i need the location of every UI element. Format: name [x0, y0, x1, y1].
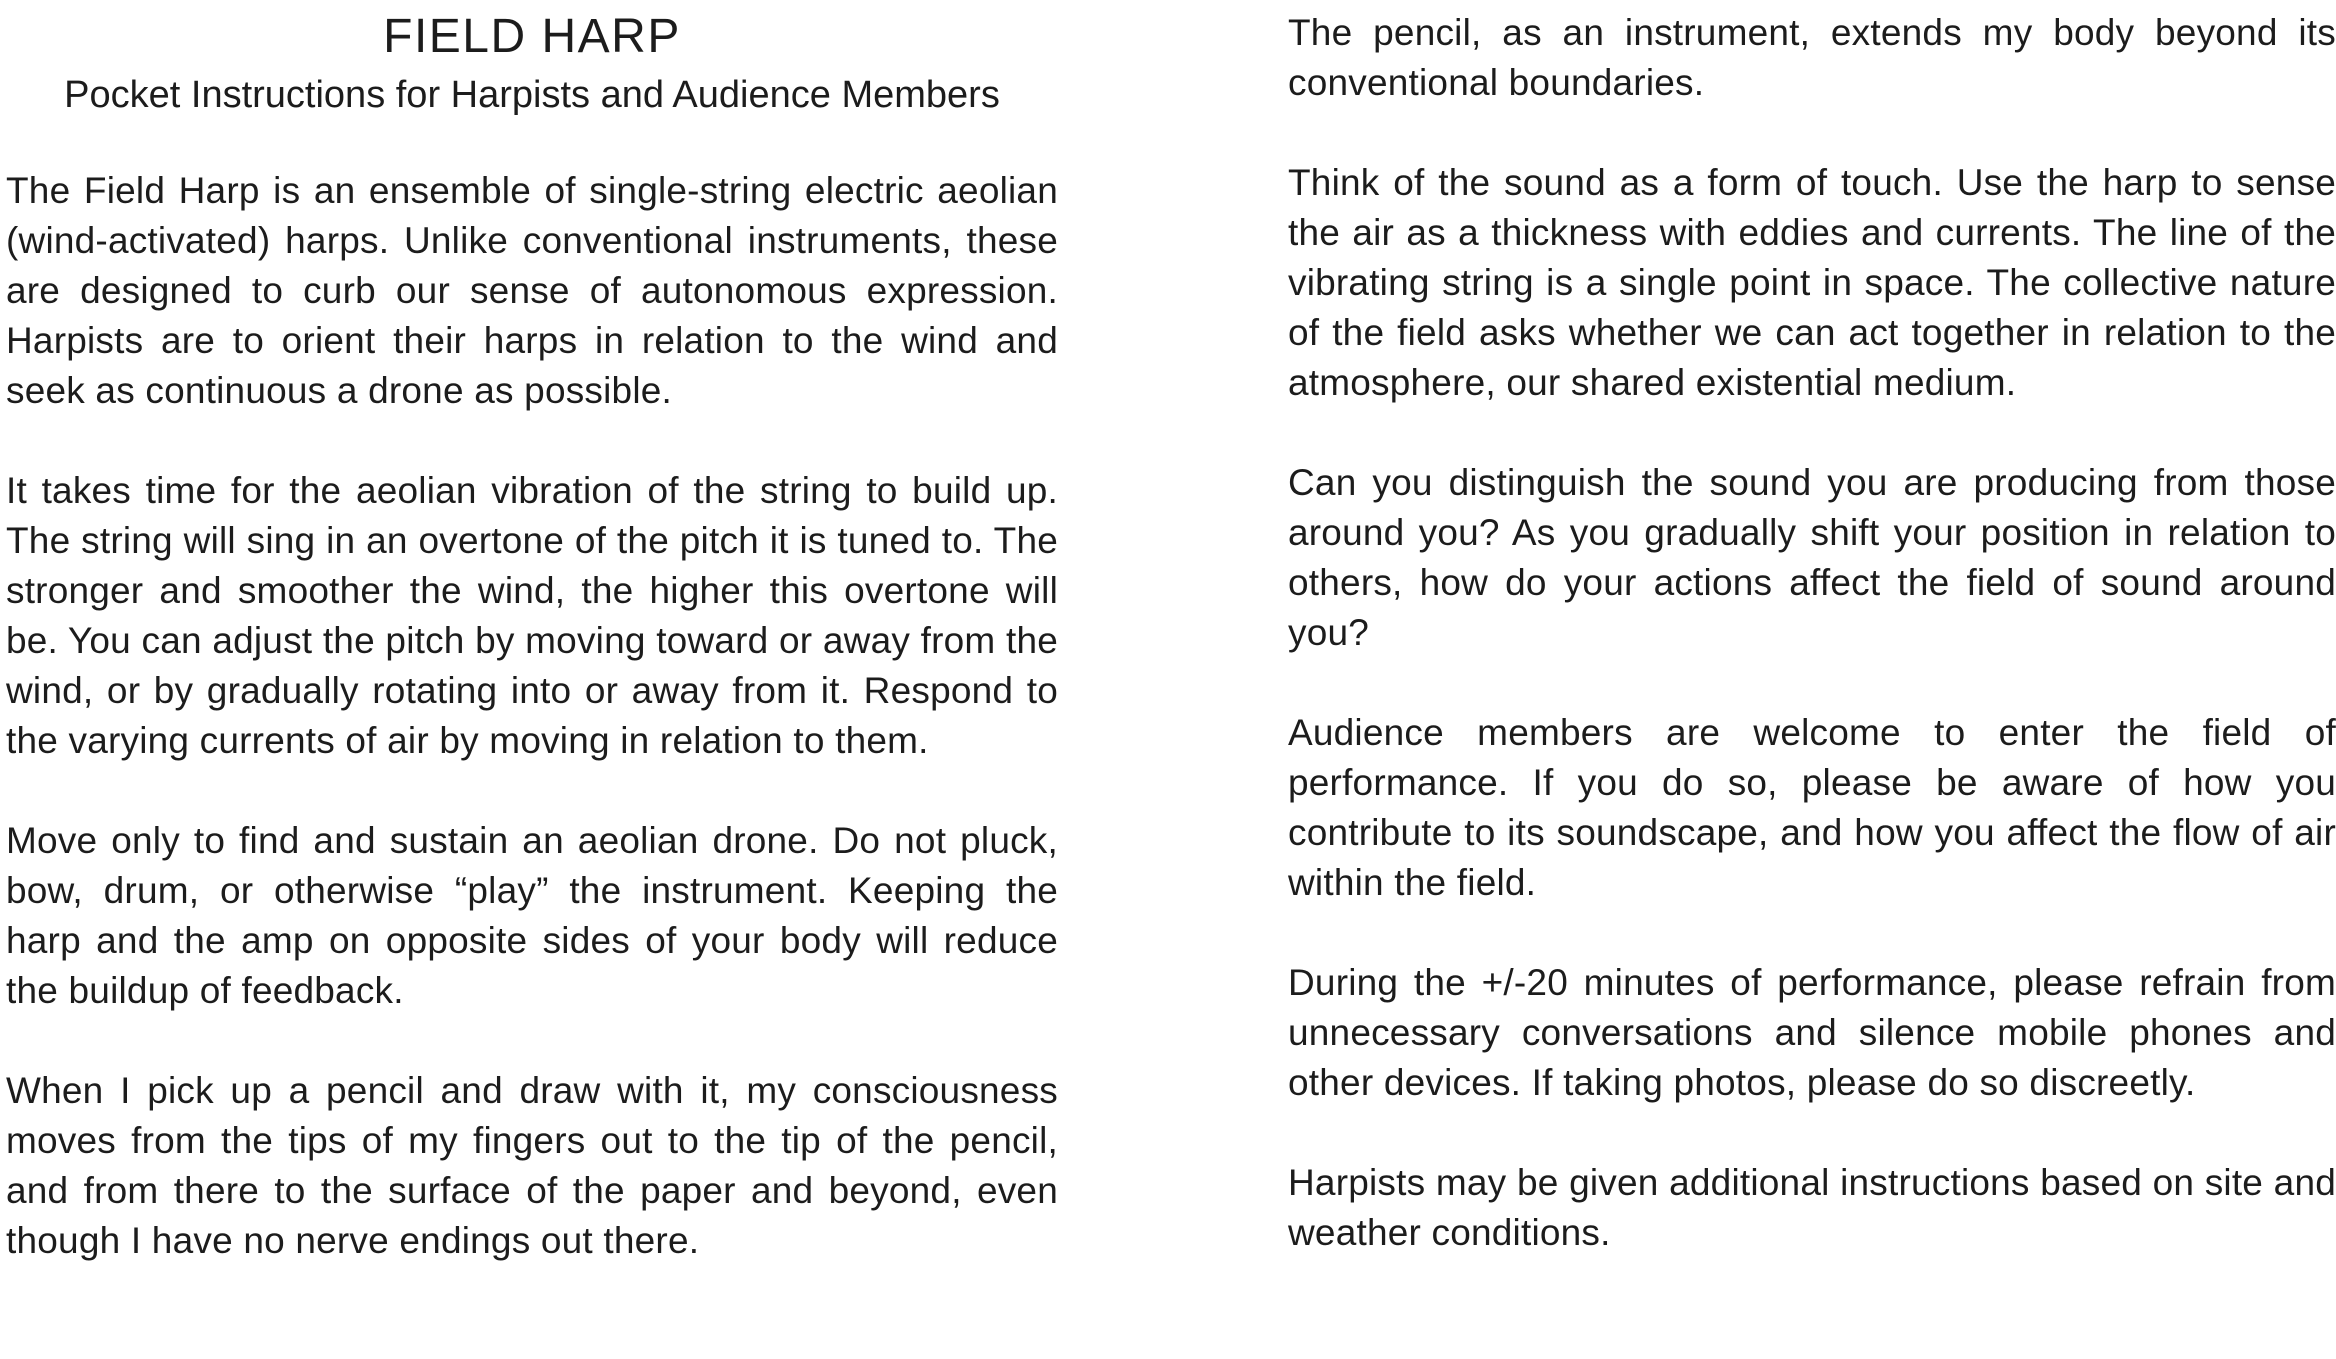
paragraph-additional-instructions: Harpists may be given additional instructions based on site and weather conditions.	[1288, 1162, 2336, 1253]
paragraph-movement-rules: Move only to find and sustain an aeolian drone. Do not pluck, bow, drum, or otherwise “play” the instrument. Keeping the harp and the amp on opposite sides of your body will reduce the buildup of feedback.	[6, 820, 1058, 1011]
paragraph-performance-etiquette: During the +/-20 minutes of performance, please refrain from unnecessary conversations and silence mobile phones and other devices. If taking photos, please do so discreetly.	[1288, 962, 2336, 1103]
document-title: FIELD HARP	[383, 10, 681, 63]
paragraph-pencil-extension: The pencil, as an instrument, extends my body beyond its conventional boundaries.	[1288, 12, 2336, 103]
paragraph-distinguish-sound: Can you distinguish the sound you are producing from those around you? As you gradually shift your position in relation to others, how do your actions affect the field of sound around you?	[1288, 462, 2336, 653]
left-column	[6, 8, 1058, 1359]
paragraph-pencil-consciousness: When I pick up a pencil and draw with it, my consciousness moves from the tips of my fingers out to the tip of the pencil, and from there to the surface of the paper and beyond, even though I have no nerve endings out there.	[6, 1070, 1058, 1261]
paragraph-audience-members: Audience members are welcome to enter the field of performance. If you do so, please be aware of how you contribute to its soundscape, and how you affect the flow of air within the field.	[1288, 712, 2336, 903]
right-column	[1288, 8, 2336, 1359]
paragraph-sound-as-touch: Think of the sound as a form of touch. Use the harp to sense the air as a thickness with eddies and currents. The line of the vibrating string is a single point in space. The collective nature of the field asks whether we can act together in relation to the atmosphere, our shared existential medium.	[1288, 162, 2336, 403]
document-subtitle: Pocket Instructions for Harpists and Audience Members	[64, 74, 1000, 116]
paragraph-intro: The Field Harp is an ensemble of single-string electric aeolian (wind-activated) harps. Unlike conventional instruments, these are designed to curb our sense of autonomous expression. Harpists are to orient their harps in relation to the wind and seek as continuous a drone as possible.	[6, 170, 1058, 411]
paragraph-aeolian-vibration: It takes time for the aeolian vibration of the string to build up. The string will sing in an overtone of the pitch it is tuned to. The stronger and smoother the wind, the higher this overtone will be. You can adjust the pitch by moving toward or away from the wind, or by gradually rotating into or away from it. Respond to the varying currents of air by moving in relation to them.	[6, 470, 1058, 761]
